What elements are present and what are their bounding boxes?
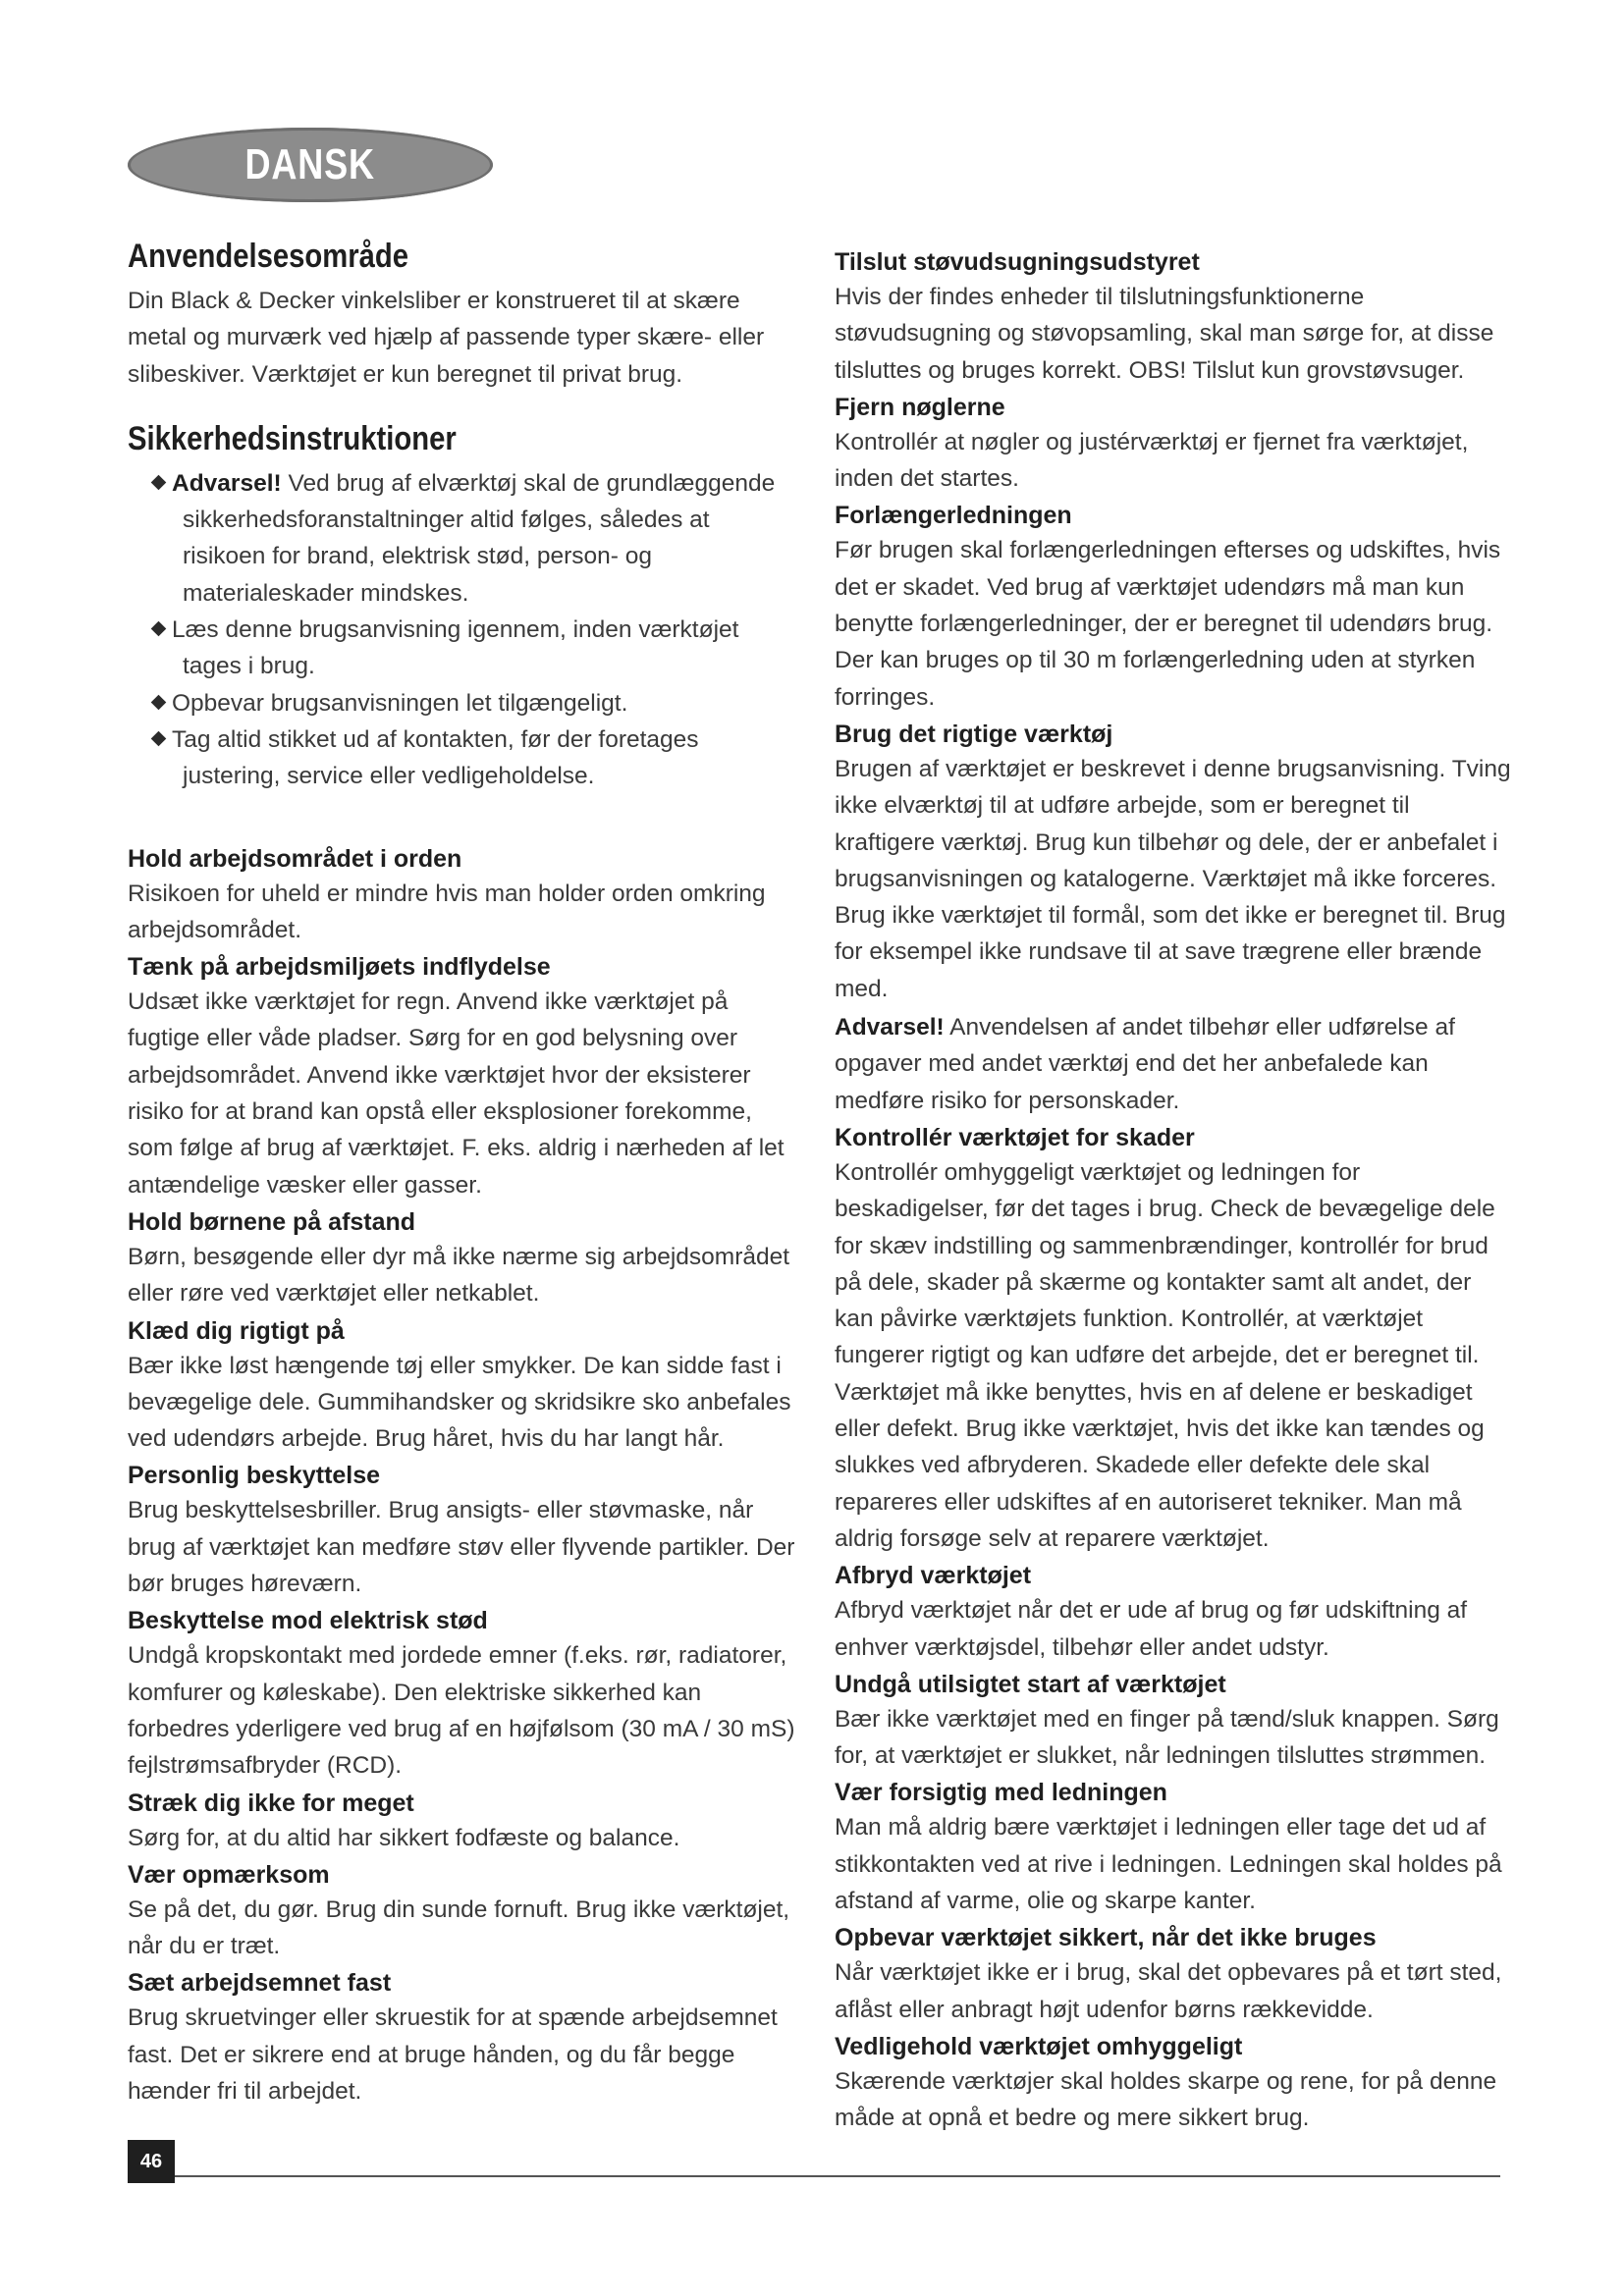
instruction-block [128,1205,795,1312]
instruction-text: Brugen af værktøjet er beskrevet i denne brugsanvisning. Tving ikke elværktøj til at udføre arbejde, som er beregnet til kraftigere værktøj. Brug kun tilbehør og dele, der er anbefalet i brugsanvisningen og katalogerne. Værktøjet må ikke forceres. Brug ikke værktøjet til formål, som det ikke er beregnet til. Brug for eksempel ikke rundsave til at save trægrene eller brænde med. [835,755,1511,1002]
instruction-title: Klæd dig rigtigt på [128,1316,345,1345]
safety-bullet: Læs denne brugsanvisning igennem, inden værktøjet tages i brug. [137,612,795,685]
instruction-title: Hold børnene på afstand [128,1207,416,1236]
instruction-block [835,499,1512,715]
instruction-text: Udsæt ikke værktøjet for regn. Anvend ikke værktøjet på fugtige eller våde pladser. Sørg for en god belysning over arbejdsområdet. Anvend ikke værktøjet hvor der eksisterer risiko for at brand kan opstå eller eksplosioner forekomme, som følge af brug af værktøjet. F. eks. aldrig i nærheden af let antændelige væsker eller gasser. [128,988,785,1199]
instruction-block [128,950,795,1203]
instruction-block [835,2030,1512,2137]
instruction-title: Fjern nøglerne [835,393,1005,421]
instruction-title: Opbevar værktøjet sikkert, når det ikke bruges [835,1924,1377,1952]
left-column [128,236,795,2111]
warning-block [835,1009,1512,1119]
bullet-diamond-icon [151,694,167,710]
instruction-block [128,1604,795,1784]
instruction-title: Hold arbejdsområdet i orden [128,844,462,873]
safety-bullet: Opbevar brugsanvisningen let tilgængeligt. [137,685,795,721]
safety-bullet: Tag altid stikket ud af kontakten, før der foretages justering, service eller vedligeholdelse. [137,721,795,795]
instruction-text: Før brugen skal forlængerledningen efterses og udskiftes, hvis det er skadet. Ved brug af værktøjet udendørs må man kun benytte forlængerledninger, der er beregnet til udendørs brug. Der kan bruges op til 30 m forlængerledning uden at styrken forringes. [835,537,1501,711]
instruction-title: Beskyttelse mod elektrisk stød [128,1607,488,1635]
instruction-title: Brug det rigtige værktøj [835,720,1113,748]
instruction-block [835,245,1512,389]
warning-text: Advarsel! Anvendelsen af andet tilbehør eller udførelse af opgaver med andet værktøj end det her anbefalede kan medføre risiko for personskader. [835,1014,1455,1114]
safety-heading: Sikkerhedsinstruktioner [128,419,457,457]
instruction-title: Sæt arbejdsemnet fast [128,1969,392,1998]
intro-text: Din Black & Decker vinkelsliber er konstrueret til at skære metal og murværk ved hjælp af passende typer skære- eller slibeskiver. Værktøjet er kun beregnet til privat brug. [128,288,765,388]
instruction-text: Afbryd værktøjet når det er ude af brug og før udskiftning af enhver værktøjsdel, tilbehør eller andet udstyr. [835,1597,1468,1661]
instruction-text: Se på det, du gør. Brug din sunde fornuft. Brug ikke værktøjet, når du er træt. [128,1896,790,1960]
bullet-diamond-icon [151,731,167,747]
instruction-block [835,1776,1512,1919]
instruction-block [128,1858,795,1965]
bullet-diamond-icon [151,621,167,637]
instruction-title: Vær forsigtig med ledningen [835,1779,1167,1807]
instruction-text: Undgå kropskontakt med jordede emner (f.eks. rør, radiatorer, komfurer og køleskabe). Den elektriske sikkerhed kan forbedres yderligere ved brug af en højfølsom (30 mA / 30 mS) fejlstrømsafbryder (RCD). [128,1642,795,1780]
instruction-block [128,1966,795,2109]
instruction-title: Vær opmærksom [128,1860,330,1889]
instruction-title: Tænk på arbejdsmiljøets indflydelse [128,953,551,982]
intro-heading: Anvendelsesområde [128,238,409,275]
language-badge [128,128,493,202]
instruction-block [835,1559,1512,1666]
right-column [835,245,1512,2138]
instruction-text: Brug skruetvinger eller skruestik for at spænde arbejdsemnet fast. Det er sikrere end at bruge hånden, og du får begge hænder fri til arbejdet. [128,2004,778,2105]
instruction-text: Risikoen for uheld er mindre hvis man holder orden omkring arbejdsområdet. [128,880,766,943]
instruction-text: Sørg for, at du altid har sikkert fodfæste og balance. [128,1824,680,1851]
instruction-title: Undgå utilsigtet start af værktøjet [835,1670,1226,1698]
instruction-title: Forlængerledningen [835,502,1072,530]
instruction-title: Stræk dig ikke for meget [128,1789,414,1817]
instruction-title: Kontrollér værktøjet for skader [835,1123,1195,1151]
instruction-title: Afbryd værktøjet [835,1562,1032,1590]
instruction-block [128,1459,795,1602]
footer-rule [128,2175,1500,2177]
instruction-block [128,1787,795,1856]
safety-bullet: Advarsel! Ved brug af elværktøj skal de grundlæggende sikkerhedsforanstaltninger altid følges, således at risikoen for brand, elektrisk stød, person- og materialeskader mindskes. [137,465,795,612]
instruction-text: Skærende værktøjer skal holdes skarpe og rene, for på denne måde at opnå et bedre og mere sikkert brug. [835,2067,1497,2132]
bullet-diamond-icon [151,475,167,491]
instruction-block [835,1921,1512,2028]
instruction-text: Børn, besøgende eller dyr må ikke nærme sig arbejdsområdet eller røre ved værktøjet eller netkablet. [128,1243,790,1308]
instruction-title: Personlig beskyttelse [128,1462,381,1490]
safety-bullet-list [128,465,795,795]
page-number: 46 [128,2140,175,2183]
instruction-text: Brug beskyttelsesbriller. Brug ansigts- eller støvmaske, når brug af værktøjet kan medføre støv eller flyvende partikler. Der bør bruges høreværn. [128,1497,795,1598]
instruction-block [835,718,1512,1007]
instruction-block [835,1121,1512,1557]
instruction-text: Bær ikke løst hængende tøj eller smykker. De kan sidde fast i bevægelige dele. Gummihandsker og skridsikre sko anbefales ved udendørs arbejde. Brug håret, hvis du har langt hår. [128,1352,791,1453]
instruction-text: Når værktøjet ikke er i brug, skal det opbevares på et tørt sted, aflåst eller anbragt højt udenfor børns rækkevidde. [835,1959,1502,2023]
instruction-text: Man må aldrig bære værktøjet i ledningen eller tage det ud af stikkontakten ved at rive i ledningen. Ledningen skal holdes på afstand af varme, olie og skarpe kanter. [835,1814,1502,1914]
instruction-text: Hvis der findes enheder til tilslutningsfunktionerne støvudsugning og støvopsamling, skal man sørge for, at disse tilsluttes og bruges korrekt. OBS! Tilslut kun grovstøvsuger. [835,284,1494,384]
instruction-text: Kontrollér at nøgler og justérværktøj er fjernet fra værktøjet, inden det startes. [835,428,1469,493]
instruction-block [835,391,1512,498]
instruction-title: Tilslut støvudsugningsudstyret [835,248,1200,276]
instruction-text: Bær ikke værktøjet med en finger på tænd/sluk knappen. Sørg for, at værktøjet er slukket, når ledningen tilsluttes strømmen. [835,1705,1499,1770]
instruction-block [835,1668,1512,1775]
instruction-block [128,842,795,949]
instruction-title: Vedligehold værktøjet omhyggeligt [835,2032,1243,2060]
instruction-text: Kontrollér omhyggeligt værktøjet og ledningen for beskadigelser, før det tages i brug. Check de bevægelige dele for skæv indstilling og sammenbrændinger, kontrollér for brud på dele, skader på skærme og kontakter samt alt andet, der kan påvirke værktøjets funktion. Kontrollér, at værktøjet fungerer rigtigt og kan udføre det arbejde, det er beregnet til. Værktøjet må ikke benyttes, hvis en af delene er beskadiget eller defekt. Brug ikke værktøjet, hvis det ikke kan tændes og slukkes ved afbryderen. Skadede eller defekte dele skal repareres eller udskiftes af en autoriseret tekniker. Man må aldrig forsøge selv at reparere værktøjet. [835,1158,1495,1552]
warning-lead: Advarsel! [835,1014,945,1041]
instruction-block [128,1314,795,1458]
language-label: DANSK [244,140,376,188]
